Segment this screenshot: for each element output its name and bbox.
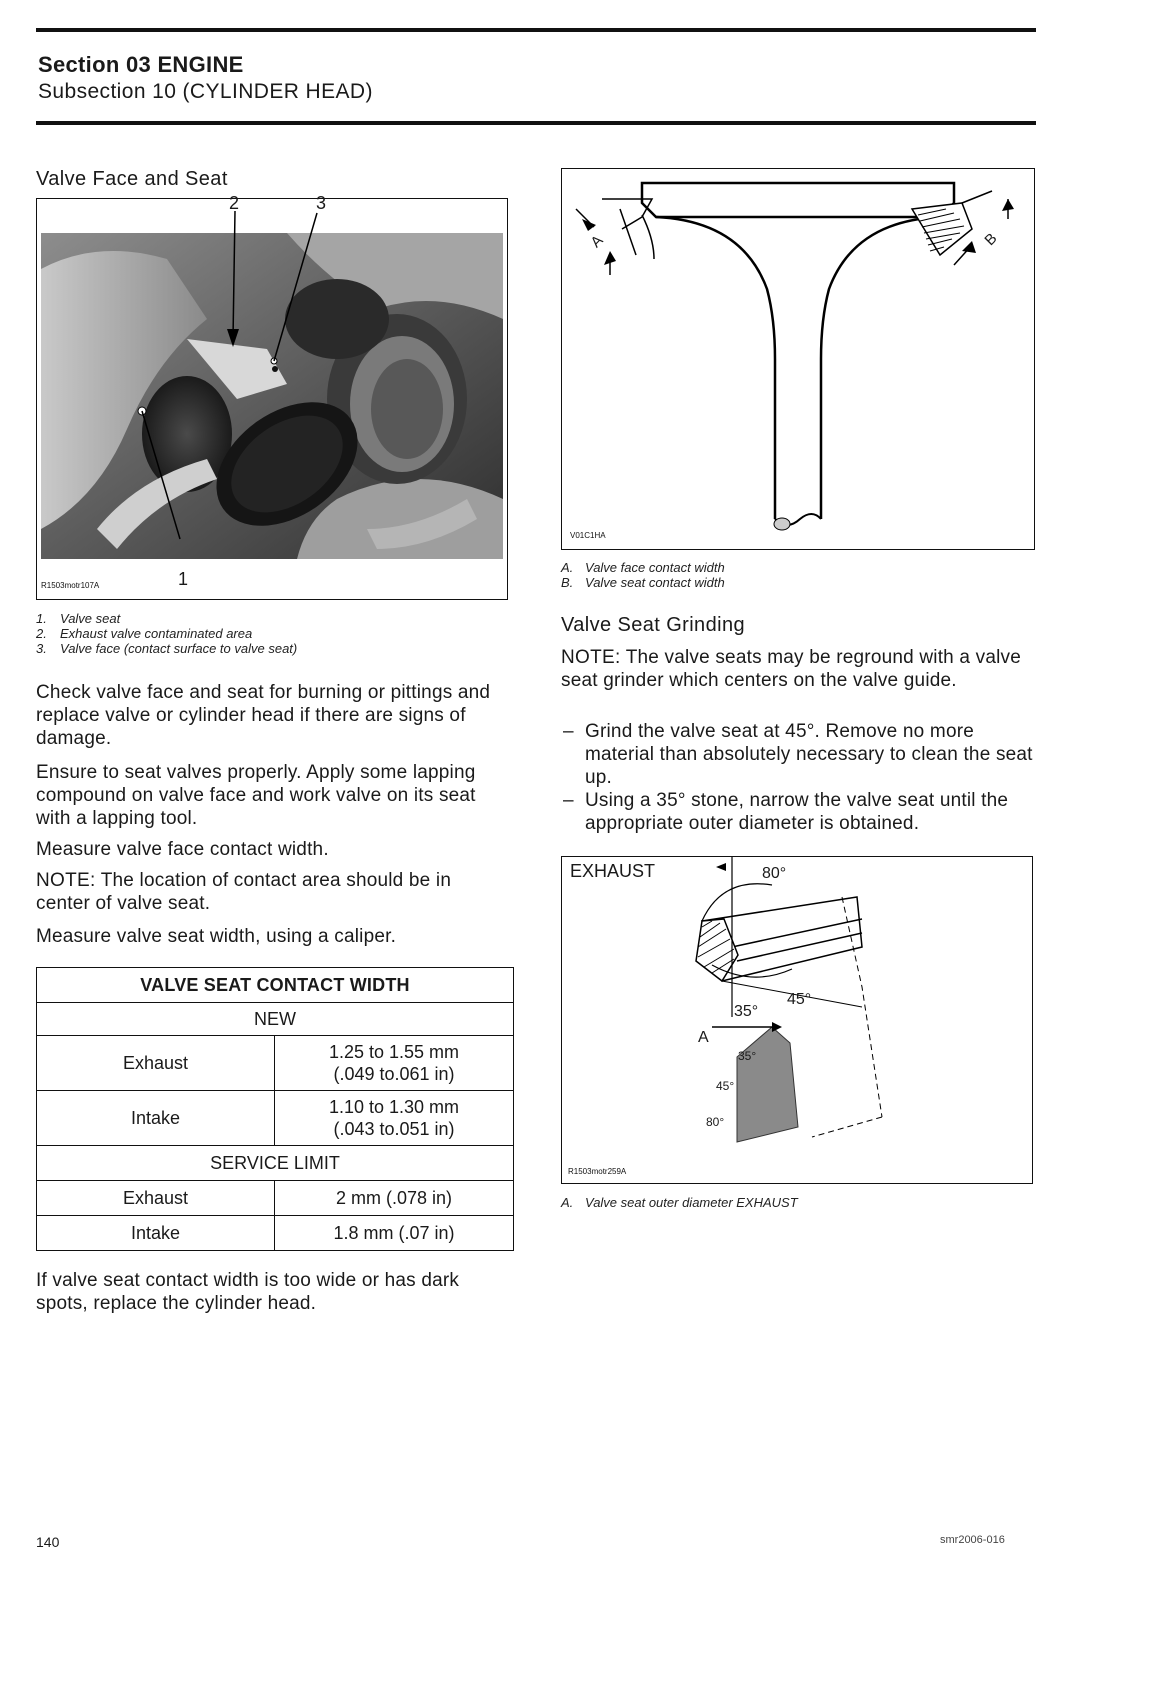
fig2-label-a: A (587, 231, 607, 252)
page-number: 140 (36, 1534, 60, 1550)
fig1-callout-1: 1 (178, 569, 189, 589)
subsection-title: Subsection 10 (CYLINDER HEAD) (38, 80, 373, 103)
valve-diagram (562, 169, 1034, 549)
fig1-callout-3: 3 (316, 193, 327, 213)
fig1-caption-3: 3. Valve face (contact surface to valve seat) (36, 641, 298, 656)
row-name: Intake (37, 1216, 275, 1251)
table-service-label: SERVICE LIMIT (37, 1146, 514, 1181)
seat-angle-35: 35° (738, 1049, 757, 1063)
row-value: 1.8 mm (.07 in) (275, 1216, 514, 1251)
list-item: – Using a 35° stone, narrow the valve seat until the appropriate outer diameter is obtained. (561, 789, 1035, 835)
row-name: Exhaust (37, 1181, 275, 1216)
seat-angle-diagram (562, 857, 1032, 1183)
valve-face-seat-figure (36, 193, 508, 600)
fig1-captions (36, 611, 297, 656)
note-seat-grinder: NOTE: The valve seats may be reground with a valve seat grinder which centers on the valve guide. (561, 647, 1022, 691)
fig2-code: V01C1HA (570, 531, 606, 540)
table-row (37, 1181, 514, 1216)
fig3-caption: A. Valve seat outer diameter EXHAUST (561, 1195, 798, 1210)
row-name: Exhaust (37, 1036, 275, 1091)
list-item: – Grind the valve seat at 45°. Remove no more material than absolutely necessary to clean the seat up. (561, 720, 1035, 789)
valve-seat-width-table (36, 967, 514, 1251)
fig2-label-b: B (981, 229, 1001, 250)
paragraph-lapping: Ensure to seat valves properly. Apply some lapping compound on valve face and work valve on its seat with a lapping tool. (36, 762, 476, 829)
row-value: 2 mm (.078 in) (275, 1181, 514, 1216)
table-row (37, 1091, 514, 1146)
grinding-heading: Valve Seat Grinding (561, 614, 745, 636)
table-row (37, 1036, 514, 1091)
doc-code: smr2006-016 (940, 1534, 1005, 1546)
grinding-steps-list (561, 720, 1035, 835)
angle-80-top: 80° (762, 865, 787, 882)
seat-angle-45: 45° (716, 1079, 735, 1093)
section-title: Section 03 ENGINE (38, 52, 244, 77)
fig1-callout-2: 2 (229, 193, 240, 213)
table-row (37, 1216, 514, 1251)
paragraph-measure-seat: Measure valve seat width, using a caliper. (36, 926, 397, 947)
fig2-caption-b: B. Valve seat contact width (561, 575, 725, 590)
fig3-title: EXHAUST (570, 861, 656, 881)
seat-angle-80: 80° (706, 1115, 725, 1129)
row-value: 1.25 to 1.55 mm (.049 to.061 in) (275, 1036, 514, 1091)
table-title: VALVE SEAT CONTACT WIDTH (37, 968, 514, 1003)
table-new-label: NEW (37, 1003, 514, 1036)
fig1-heading: Valve Face and Seat (36, 168, 228, 190)
valve-contact-width-figure (561, 168, 1035, 550)
exhaust-angles-figure (561, 856, 1033, 1184)
fig2-captions (561, 560, 725, 590)
label-a: A (698, 1029, 709, 1046)
paragraph-replace-head: If valve seat contact width is too wide or has dark spots, replace the cylinder head. (36, 1270, 460, 1314)
paragraph-measure-face: Measure valve face contact width. (36, 839, 329, 860)
angle-35: 35° (734, 1003, 759, 1020)
valve-photo (37, 199, 507, 599)
fig1-caption-2: 2. Exhaust valve contaminated area (36, 626, 253, 641)
fig2-caption-a: A. Valve face contact width (561, 560, 725, 575)
fig1-code: R1503motr107A (41, 581, 100, 590)
row-name: Intake (37, 1091, 275, 1146)
paragraph-inspect: Check valve face and seat for burning or pittings and replace valve or cylinder head if there are signs of damage. (36, 682, 491, 749)
header-bottom-rule (36, 121, 1036, 125)
top-rule (36, 28, 1036, 32)
angle-45: 45° (787, 991, 812, 1008)
row-value: 1.10 to 1.30 mm (.043 to.051 in) (275, 1091, 514, 1146)
fig1-caption-1: 1. Valve seat (36, 611, 121, 626)
note-contact-area: NOTE: The location of contact area should be in center of valve seat. (36, 870, 452, 914)
fig3-code: R1503motr259A (568, 1167, 627, 1176)
